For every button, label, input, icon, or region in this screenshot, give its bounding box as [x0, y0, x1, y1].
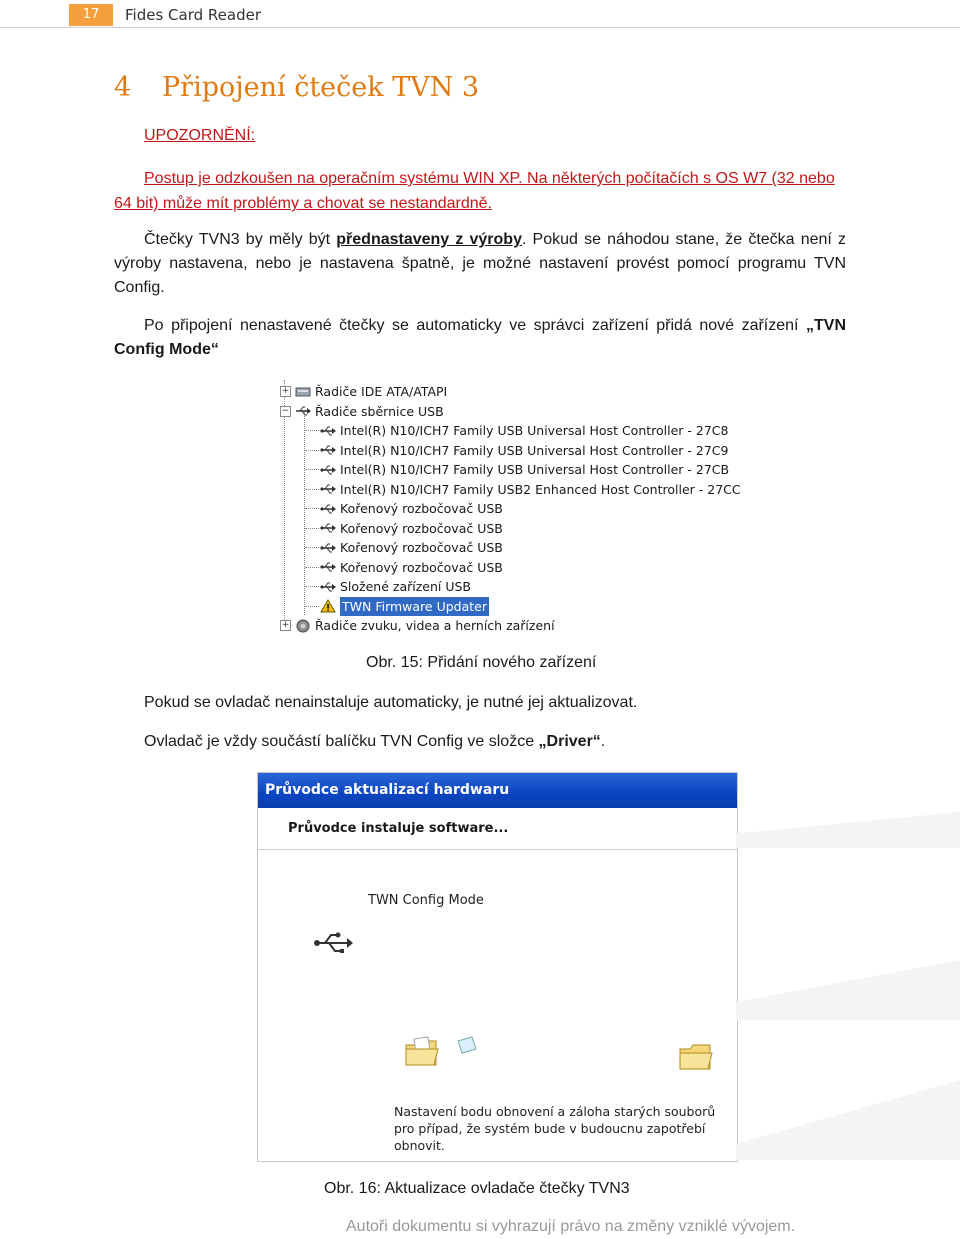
usb-icon — [320, 463, 336, 477]
tree-item-label: Řadiče sběrnice USB — [315, 403, 444, 419]
wizard-subtitle: Průvodce instaluje software... — [288, 821, 509, 836]
paragraph-config-mode — [114, 314, 846, 362]
figure-caption-16: Obr. 16: Aktualizace ovladače čtečky TVN3 — [324, 1180, 630, 1197]
tree-item-label: Složené zařízení USB — [340, 579, 472, 594]
usb-icon — [320, 541, 336, 555]
usb-icon — [320, 482, 336, 496]
figure-caption-15: Obr. 15: Přidání nového zařízení — [366, 654, 597, 671]
tree-item-label: Kořenový rozbočovač USB — [340, 540, 503, 555]
tree-item-label: Intel(R) N10/ICH7 Family USB Universal Host Controller - 27CB — [340, 462, 730, 477]
usb-icon — [320, 424, 336, 438]
expand-icon[interactable]: + — [281, 620, 290, 630]
footer-notice: Autoři dokumentu si vyhrazují právo na změny vzniklé vývojem. — [346, 1218, 796, 1235]
warning-usb-icon — [320, 599, 336, 613]
tree-item-label: Kořenový rozbočovač USB — [340, 559, 503, 575]
usb-icon — [320, 502, 336, 516]
tree-guide-line — [305, 567, 319, 568]
speaker-icon — [295, 619, 311, 633]
warning-title: UPOZORNĚNÍ: — [144, 127, 256, 144]
tree-item[interactable] — [320, 597, 489, 616]
tree-item[interactable] — [320, 441, 728, 460]
tree-item-label: Intel(R) N10/ICH7 Family USB Universal Host Controller - 27C9 — [340, 442, 729, 458]
tree-item[interactable] — [280, 402, 444, 421]
driver-update-text: Pokud se ovladač nenainstaluje automaticky, je nutné jej aktualizovat. — [144, 694, 638, 711]
tree-guide-line — [305, 430, 319, 431]
wizard-title-bar: Průvodce aktualizací hardwaru — [258, 773, 737, 808]
document-title: Fides Card Reader — [125, 6, 261, 24]
tree-item-label: TWN Firmware Updater — [342, 598, 487, 614]
warning-text: Postup je odzkoušen na operačním systému WIN XP. Na některých počítačích s OS W7 (32 nebo 64 bit) může mít problémy a chovat se nestandardně. — [114, 170, 835, 212]
page-number: 17 — [69, 4, 113, 26]
decorative-swoosh — [736, 812, 960, 848]
tree-item[interactable] — [320, 538, 503, 557]
driver-folder-emphasis: „Driver“ — [538, 733, 601, 750]
driver-folder-text — [144, 733, 605, 751]
paragraph-preset — [114, 228, 846, 300]
tree-guide-line — [305, 469, 319, 470]
folder-icon — [678, 1041, 714, 1076]
driver-folder-end: . — [600, 733, 606, 750]
tree-item[interactable] — [320, 558, 503, 577]
tree-item-label: Intel(R) N10/ICH7 Family USB Universal Host Controller - 27C8 — [340, 423, 729, 438]
hardware-wizard-window — [257, 772, 738, 1162]
tree-item-label: Intel(R) N10/ICH7 Family USB2 Enhanced Host Controller - 27CC — [340, 481, 741, 497]
tree-item[interactable] — [320, 460, 729, 479]
tree-guide-line — [305, 547, 319, 548]
section-heading: Připojení čteček TVN 3 — [162, 72, 480, 103]
usb-icon — [320, 580, 336, 594]
section-number: 4 — [114, 72, 132, 103]
usb-icon — [320, 560, 336, 574]
device-manager-tree — [278, 380, 741, 638]
usb-icon — [320, 443, 336, 457]
tree-item[interactable] — [320, 577, 471, 596]
decorative-swoosh — [736, 1080, 960, 1160]
wizard-divider — [258, 849, 737, 850]
expand-icon[interactable]: + — [281, 386, 290, 396]
tree-guide-line — [305, 489, 319, 490]
tree-guide-line — [305, 606, 319, 607]
tree-item[interactable] — [320, 480, 741, 499]
collapse-icon[interactable]: − — [281, 405, 290, 416]
tree-guide-line — [305, 528, 319, 529]
decorative-swoosh — [736, 960, 960, 1020]
flying-document-icon — [454, 1035, 478, 1060]
paragraph-config-text: Po připojení nenastavené čtečky se automaticky ve správci zařízení přidá nové zařízení — [144, 317, 806, 334]
tree-guide-line — [305, 508, 319, 509]
tree-item-label: Řadiče zvuku, videa a herních zařízení — [315, 618, 555, 633]
driver-folder-start: Ovladač je vždy součástí balíčku TVN Config ve složce — [144, 733, 539, 750]
tree-item[interactable] — [320, 519, 503, 538]
tree-item-label: Kořenový rozbočovač USB — [340, 520, 503, 536]
tree-item[interactable] — [320, 499, 503, 518]
usb-icon — [313, 931, 353, 960]
tree-item[interactable] — [280, 616, 555, 635]
tree-item[interactable] — [320, 421, 728, 440]
tree-guide-line — [304, 410, 305, 615]
paragraph-preset-emphasis: přednastaveny z výroby — [336, 231, 522, 248]
usb-icon — [320, 521, 336, 535]
wizard-device-name: TWN Config Mode — [368, 893, 484, 908]
tree-item-label: Řadiče IDE ATA/ATAPI — [315, 384, 448, 399]
folder-icon — [404, 1035, 440, 1074]
header-divider — [0, 27, 960, 28]
paragraph-config-emphasis: „TVN Config Mode“ — [114, 317, 846, 358]
tree-guide-line — [305, 586, 319, 587]
paragraph-preset-end: . Pokud se náhodou stane, že čtečka není z výroby nastavena, nebo je nastavena špatně, je možné nastavení provést pomocí programu TVN Config. — [114, 231, 846, 296]
tree-item-label: Kořenový rozbočovač USB — [340, 501, 503, 516]
tree-guide-line — [305, 450, 319, 451]
wizard-restore-note: Nastavení bodu obnovení a záloha starých souborů pro případ, že systém bude v budoucnu zapotřebí obnovit. — [394, 1104, 716, 1153]
usb-controller-icon — [295, 404, 311, 418]
ide-controller-icon — [295, 385, 311, 399]
paragraph-preset-start: Čtečky TVN3 by měly být — [144, 231, 337, 248]
tree-item[interactable] — [280, 382, 447, 401]
